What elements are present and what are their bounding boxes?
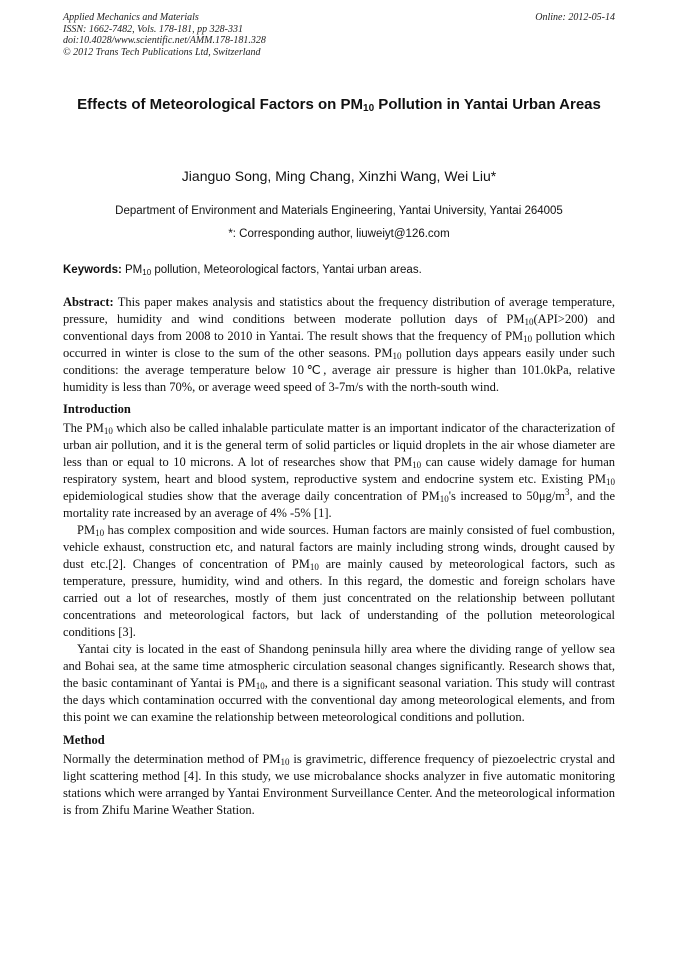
copyright-line: © 2012 Trans Tech Publications Ltd, Switzerland: [63, 46, 261, 58]
method-paragraph-1: [63, 751, 615, 819]
intro-paragraph-2: [63, 522, 615, 641]
journal-header: [63, 12, 615, 58]
title-subscript: 10: [363, 103, 375, 114]
paragraph-text: Normally the determination method of PM: [63, 752, 281, 766]
doi-line: doi:10.4028/www.scientific.net/AMM.178-181.328: [63, 35, 266, 46]
paragraph-text: epidemiological studies show that the average daily concentration of PM: [63, 489, 440, 503]
abstract-text: (API>200) and conventional days from 2008 to 2010 in Yantai. The result shows that the frequency of PM: [63, 312, 615, 343]
keywords-pm: PM: [121, 264, 143, 276]
superscript: 3: [565, 487, 570, 497]
title-part2: Pollution in Yantai Urban Areas: [374, 96, 601, 113]
paper-body: [63, 294, 615, 819]
subscript: 10: [309, 562, 319, 572]
intro-paragraph-1: [63, 420, 615, 522]
paragraph-text: Yantai city is located in the east of Shandong peninsula hilly area where the dividing range of yellow sea and Bohai sea, at the same time atmospheric circulation seasonal changes significantly. Research shows that, the basic contaminant of Yantai is PM: [63, 642, 615, 690]
paragraph-text: is gravimetric, difference frequency of piezoelectric crystal and light scattering method [4]. In this study, we use microbalance shocks analyzer in five automatic monitoring stations which were arranged by Yantai Environment Surveillance Center. And the meteorological information is from Zhifu Marine Weather Station.: [63, 752, 615, 817]
paragraph-text: , and the mortality rate increased by an average of 4% -5% [1].: [63, 489, 615, 520]
paragraph-text: can cause widely damage for human respiratory system, heart and blood system, reproductive system and endocrine system etc. Existing PM: [63, 455, 616, 486]
subscript: 10: [412, 460, 422, 470]
abstract-text: pollution days appears easily under such conditions: the average temperature below 10℃, average air pressure is higher than 101.0kPa, relative humidity is less than 70%, or average weed speed of 3-7m/s with the north-south wind.: [63, 346, 615, 394]
keywords-text: pollution, Meteorological factors, Yantai urban areas.: [151, 264, 422, 276]
intro-paragraph-3: [63, 641, 615, 726]
keywords-subscript: 10: [142, 268, 152, 277]
subscript: 10: [392, 351, 402, 361]
author-list: Jianguo Song, Ming Chang, Xinzhi Wang, Wei Liu*: [181, 168, 497, 184]
paragraph-text: PM: [77, 523, 96, 537]
paragraph-text: 's increased to 50μg/m: [448, 489, 565, 503]
online-date: Online: 2012-05-14: [535, 12, 615, 23]
method-heading: Method: [63, 733, 105, 747]
introduction-heading: Introduction: [63, 402, 131, 416]
subscript: 10: [606, 477, 615, 487]
keywords: [63, 264, 615, 276]
journal-name: Applied Mechanics and Materials: [63, 12, 199, 23]
subscript: 10: [95, 528, 105, 538]
abstract-text: This paper makes analysis and statistics about the frequency distribution of average temperature, pressure, humidity and wind conditions between moderate pollution days of PM: [63, 295, 615, 326]
abstract-text: pollution which occurred in winter is close to the sum of the other seasons. PM: [63, 329, 615, 360]
issn-line: ISSN: 1662-7482, Vols. 178-181, pp 328-331: [63, 23, 243, 35]
abstract-label: Abstract:: [63, 295, 114, 309]
paragraph-text: which also be called inhalable particulate matter is an important indicator of the characterization of urban air pollution, and it is the general term of solid particles or liquid droplets in the air whose diameter are less than or equal to 10 microns. A lot of researches show that PM: [63, 421, 616, 469]
paper-title: [63, 86, 615, 123]
abstract-paragraph: [63, 294, 615, 396]
subscript: 10: [255, 681, 265, 691]
paragraph-text: are mainly caused by meteorological factors, such as temperature, pressure, humidity, wind and others. In this regard, the domestic and foreign scholars have carried out a lot of researches, mostly of them just concentrated on the relationship between pollutant concentrations and meteorological factors, but lack of understanding of the pollution meteorological conditions [3].: [63, 557, 615, 639]
affiliation: Department of Environment and Materials Engineering, Yantai University, Yantai 264005: [115, 205, 563, 217]
subscript: 10: [280, 757, 290, 767]
paragraph-text: The PM: [63, 421, 104, 435]
paragraph-text: , and there is a significant seasonal variation. This study will contrast the days which contamination occurred with the conventional day among meteorological elements, and from this point we can examine the relationship between meteorological conditions and pollution.: [63, 676, 615, 724]
subscript: 10: [439, 494, 449, 504]
paragraph-text: has complex composition and wide sources. Human factors are mainly consisted of fuel combustion, vehicle exhaust, construction etc, and natural factors are mainly including strong winds, drought caused by dust etc.[2]. Changes of concentration of PM: [63, 523, 615, 571]
subscript: 10: [103, 426, 113, 436]
title-part1: Effects of Meteorological Factors on PM: [77, 96, 364, 113]
subscript: 10: [524, 317, 534, 327]
subscript: 10: [523, 334, 533, 344]
corresponding-author: *: Corresponding author, liuweiyt@126.com: [228, 228, 450, 240]
keywords-label: Keywords:: [63, 264, 122, 276]
